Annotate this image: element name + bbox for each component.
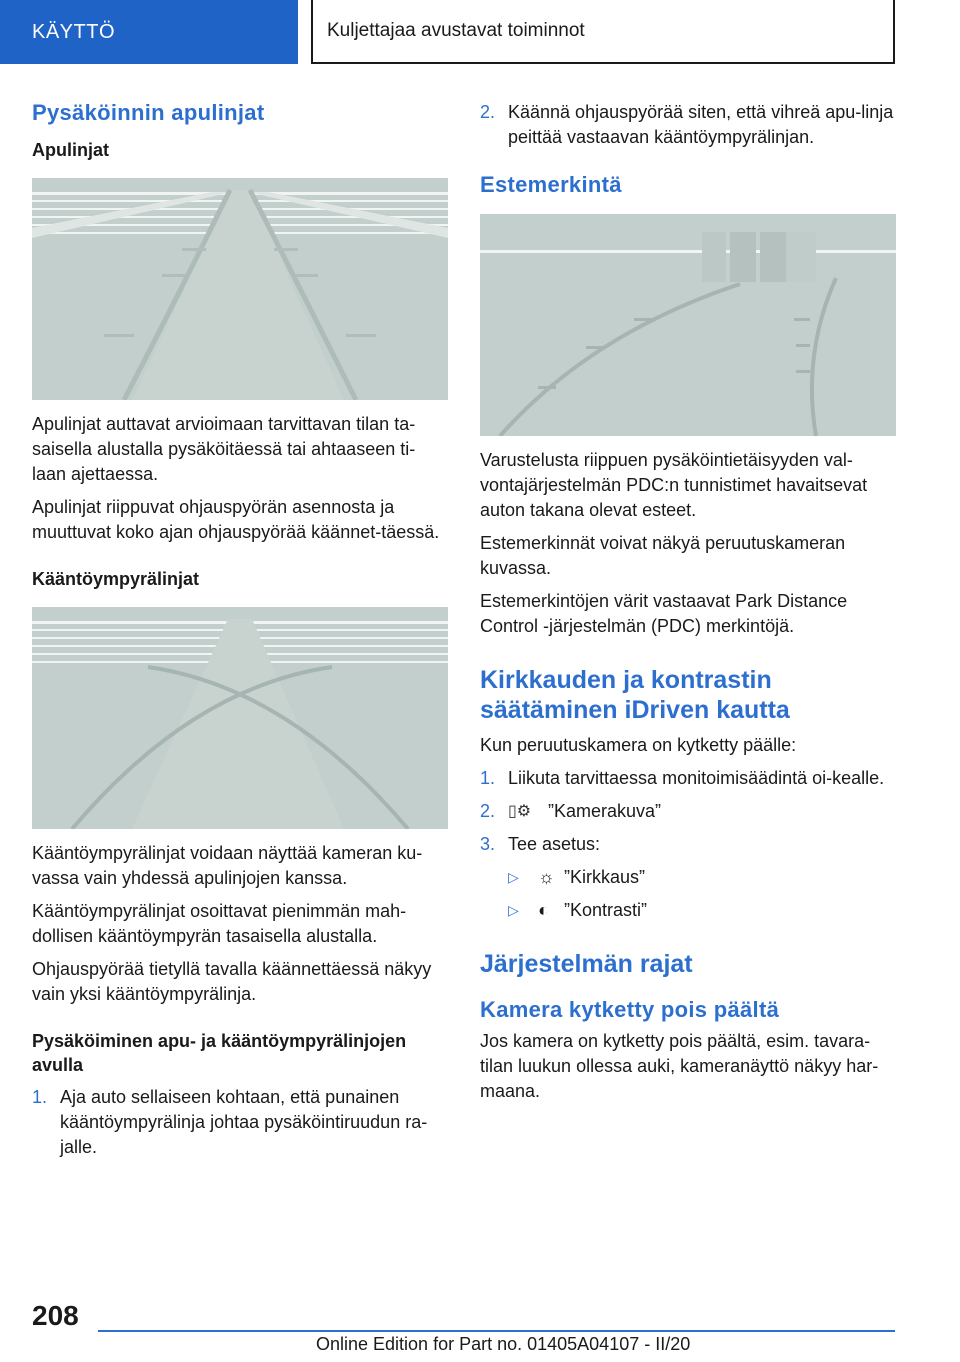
paragraph-obstacle-colors: Estemerkintöjen värit vastaavat Park Distance Control -järjestelmän (PDC) merkintöjä. bbox=[480, 591, 848, 636]
step-number: 2. bbox=[480, 801, 496, 821]
paragraph-camera-off: Jos kamera on kytketty pois päältä, esim. tavara-tilan luukun ollessa auki, kameranäyttö näkyy har-maana. bbox=[480, 1031, 879, 1101]
section-title-brightness-contrast: Kirkkauden ja kontrastin säätäminen iDriven kautta bbox=[480, 666, 790, 724]
guide-lines-image bbox=[32, 178, 448, 400]
option-brightness bbox=[508, 865, 896, 890]
paragraph-camera-on: Kun peruutuskamera on kytketty päälle: bbox=[480, 735, 797, 755]
subsection-title-camera-off: Kamera kytketty pois päältä bbox=[480, 997, 780, 1022]
header-section: KÄYTTÖ bbox=[0, 0, 298, 64]
subheading-turning-circle: Kääntöympyrälinjat bbox=[32, 569, 200, 589]
step-camera-image bbox=[480, 799, 896, 824]
left-column bbox=[32, 100, 448, 1168]
triangle-bullet-icon: ▷ bbox=[508, 869, 519, 885]
subheading-parking-with-lines: Pysäköiminen apu- ja kääntöympyrälinjojen avulla bbox=[32, 1031, 407, 1075]
step-setting bbox=[480, 832, 896, 857]
step-text: Liikuta tarvittaessa monitoimisäädintä oi-kealle. bbox=[508, 768, 885, 788]
step-text: Käännä ohjauspyörää siten, että vihreä apu-linja peittää vastaavan kääntöympyrälinjan. bbox=[508, 102, 894, 147]
step-number: 2. bbox=[480, 102, 496, 122]
step-number: 1. bbox=[32, 1087, 48, 1107]
step-number: 1. bbox=[480, 768, 496, 788]
footer-divider bbox=[98, 1330, 895, 1332]
turning-circle-image bbox=[32, 607, 448, 829]
paragraph-turning-circle-display: Kääntöympyrälinjat voidaan näyttää kameran ku-vassa vain yhdessä apulinjojen kanssa. bbox=[32, 843, 423, 888]
triangle-bullet-icon: ▷ bbox=[508, 902, 519, 918]
section-title-parking-lines: Pysäköinnin apulinjat bbox=[32, 100, 265, 125]
page-number: 208 bbox=[32, 1300, 79, 1331]
step-text: ”Kamerakuva” bbox=[548, 801, 662, 821]
header-chapter: Kuljettajaa avustavat toiminnot bbox=[311, 0, 895, 64]
section-title-system-limits: Järjestelmän rajat bbox=[480, 950, 693, 978]
paragraph-turning-circle-minimum: Kääntöympyrälinjat osoittavat pienimmän mah-dollisen kääntöympyrän tasaisella alustalla. bbox=[32, 901, 407, 946]
right-column bbox=[480, 100, 896, 1112]
obstacle-marking-image bbox=[480, 214, 896, 436]
paragraph-turning-circle-single: Ohjauspyörää tietyllä tavalla käännettäessä näkyy vain yksi kääntöympyrälinja. bbox=[32, 959, 432, 1004]
paragraph-obstacle-camera: Estemerkinnät voivat näkyä peruutuskameran kuvassa. bbox=[480, 533, 846, 578]
step-move-controller bbox=[480, 766, 896, 791]
step-number: 3. bbox=[480, 834, 496, 854]
option-label: ”Kontrasti” bbox=[564, 900, 648, 920]
step-1 bbox=[32, 1085, 448, 1160]
footer-edition: Online Edition for Part no. 01405A04107 - II/20 bbox=[316, 1334, 691, 1354]
subheading-guide-lines: Apulinjat bbox=[32, 140, 109, 160]
contrast-icon: ◐ bbox=[538, 900, 549, 920]
option-label: ”Kirkkaus” bbox=[564, 867, 646, 887]
section-title-obstacle-marking: Estemerkintä bbox=[480, 172, 622, 197]
step-2 bbox=[480, 100, 896, 150]
paragraph-guide-lines-steering: Apulinjat riippuvat ohjauspyörän asennosta ja muuttuvat koko ajan ohjauspyörää käännet-täessä. bbox=[32, 497, 440, 542]
sun-icon: ☼ bbox=[538, 867, 555, 887]
option-contrast bbox=[508, 898, 896, 923]
camera-settings-icon: ▯⚙ bbox=[508, 803, 532, 820]
step-text: Tee asetus: bbox=[508, 834, 601, 854]
paragraph-pdc-sensors: Varustelusta riippuen pysäköintietäisyyden val-vontajärjestelmän PDC:n tunnistimet havaitsevat auton takana olevat esteet. bbox=[480, 450, 868, 520]
paragraph-guide-lines-purpose: Apulinjat auttavat arvioimaan tarvittavan tilan ta-saisella alustalla pysäköitäessä tai ahtaaseen ti-laan ajettaessa. bbox=[32, 414, 416, 484]
step-text: Aja auto sellaiseen kohtaan, että punainen kääntöympyrälinja johtaa pysäköintiruudun ra-jalle. bbox=[60, 1087, 428, 1157]
